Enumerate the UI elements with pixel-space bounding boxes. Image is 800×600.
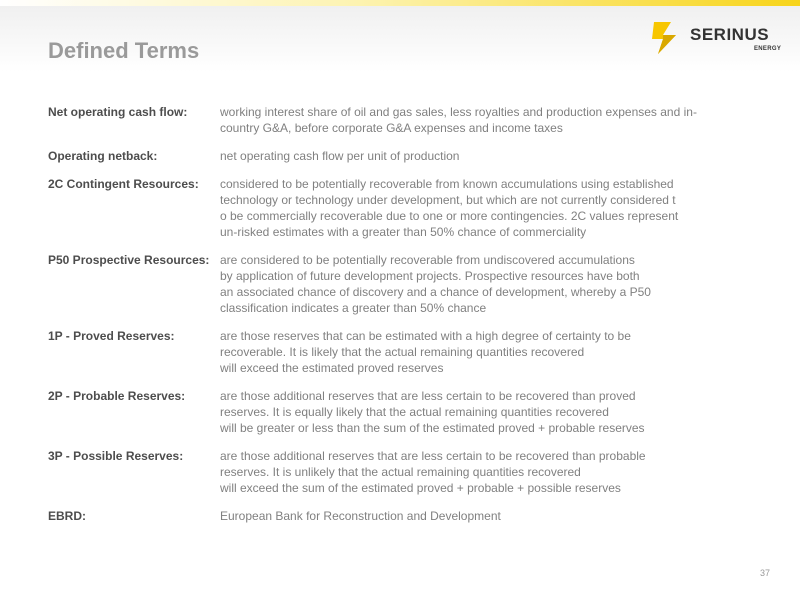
term-row (48, 176, 768, 240)
definition-line: by application of future development projects. Prospective resources have both (220, 269, 640, 283)
term-name: Net operating cash flow: (48, 105, 188, 119)
term-row (48, 448, 768, 496)
term-name: 2P - Probable Reserves: (48, 389, 186, 403)
lightning-bolt-icon (650, 20, 686, 56)
definition-line: are those reserves that can be estimated with a high degree of certainty to be (220, 329, 631, 343)
definition-line: reserves. It is equally likely that the actual remaining quantities recovered (220, 405, 609, 419)
definition-line: net operating cash flow per unit of production (220, 149, 460, 163)
term-definition (220, 252, 768, 316)
definition-line: working interest share of oil and gas sales, less royalties and production expenses and in- (220, 105, 697, 119)
term-row (48, 252, 768, 316)
definition-line: European Bank for Reconstruction and Development (220, 509, 501, 523)
term-row (48, 388, 768, 436)
term-definition (220, 448, 768, 496)
term-row (48, 148, 768, 164)
definition-line: o be commercially recoverable due to one or more contingencies. 2C values represent (220, 209, 679, 223)
definition-line: reserves. It is unlikely that the actual remaining quantities recovered (220, 465, 581, 479)
term-definition (220, 104, 768, 136)
term-row (48, 328, 768, 376)
term-name: P50 Prospective Resources: (48, 253, 210, 267)
definition-line: will exceed the estimated proved reserves (220, 361, 444, 375)
term-name: 3P - Possible Reserves: (48, 449, 184, 463)
definition-line: classification indicates a greater than 50% chance (220, 301, 487, 315)
term-definition (220, 328, 768, 376)
term-name: 2C Contingent Resources: (48, 177, 199, 191)
company-logo (650, 20, 780, 62)
term-definition (220, 508, 768, 524)
term-name: EBRD: (48, 509, 86, 523)
page-number: 37 (759, 568, 770, 578)
term-name: 1P - Proved Reserves: (48, 329, 175, 343)
definition-line: will be greater or less than the sum of the estimated proved + probable reserves (220, 421, 645, 435)
term-row (48, 508, 768, 524)
term-name: Operating netback: (48, 149, 158, 163)
definition-line: country G&A, before corporate G&A expenses and income taxes (220, 121, 563, 135)
term-definition (220, 388, 768, 436)
definition-line: un-risked estimates with a greater than 50% chance of commerciality (220, 225, 587, 239)
logo-subtitle: ENERGY (754, 46, 782, 52)
definition-line: are those additional reserves that are less certain to be recovered than probable (220, 449, 646, 463)
definition-line: are considered to be potentially recoverable from undiscovered accumulations (220, 253, 635, 267)
term-definition (220, 148, 768, 164)
term-definition (220, 176, 768, 240)
definition-line: will exceed the sum of the estimated proved + probable + possible reserves (220, 481, 621, 495)
logo-name: SERINUS (690, 25, 770, 44)
definition-line: an associated chance of discovery and a chance of development, whereby a P50 (220, 285, 651, 299)
term-row (48, 104, 768, 136)
definition-line: technology or technology under development, but which are not currently considered t (220, 193, 676, 207)
definition-line: considered to be potentially recoverable from known accumulations using established (220, 177, 674, 191)
definition-line: are those additional reserves that are less certain to be recovered than proved (220, 389, 636, 403)
page-title: Defined Terms (48, 38, 200, 63)
terms-list (48, 104, 768, 536)
definition-line: recoverable. It is likely that the actual remaining quantities recovered (220, 345, 585, 359)
